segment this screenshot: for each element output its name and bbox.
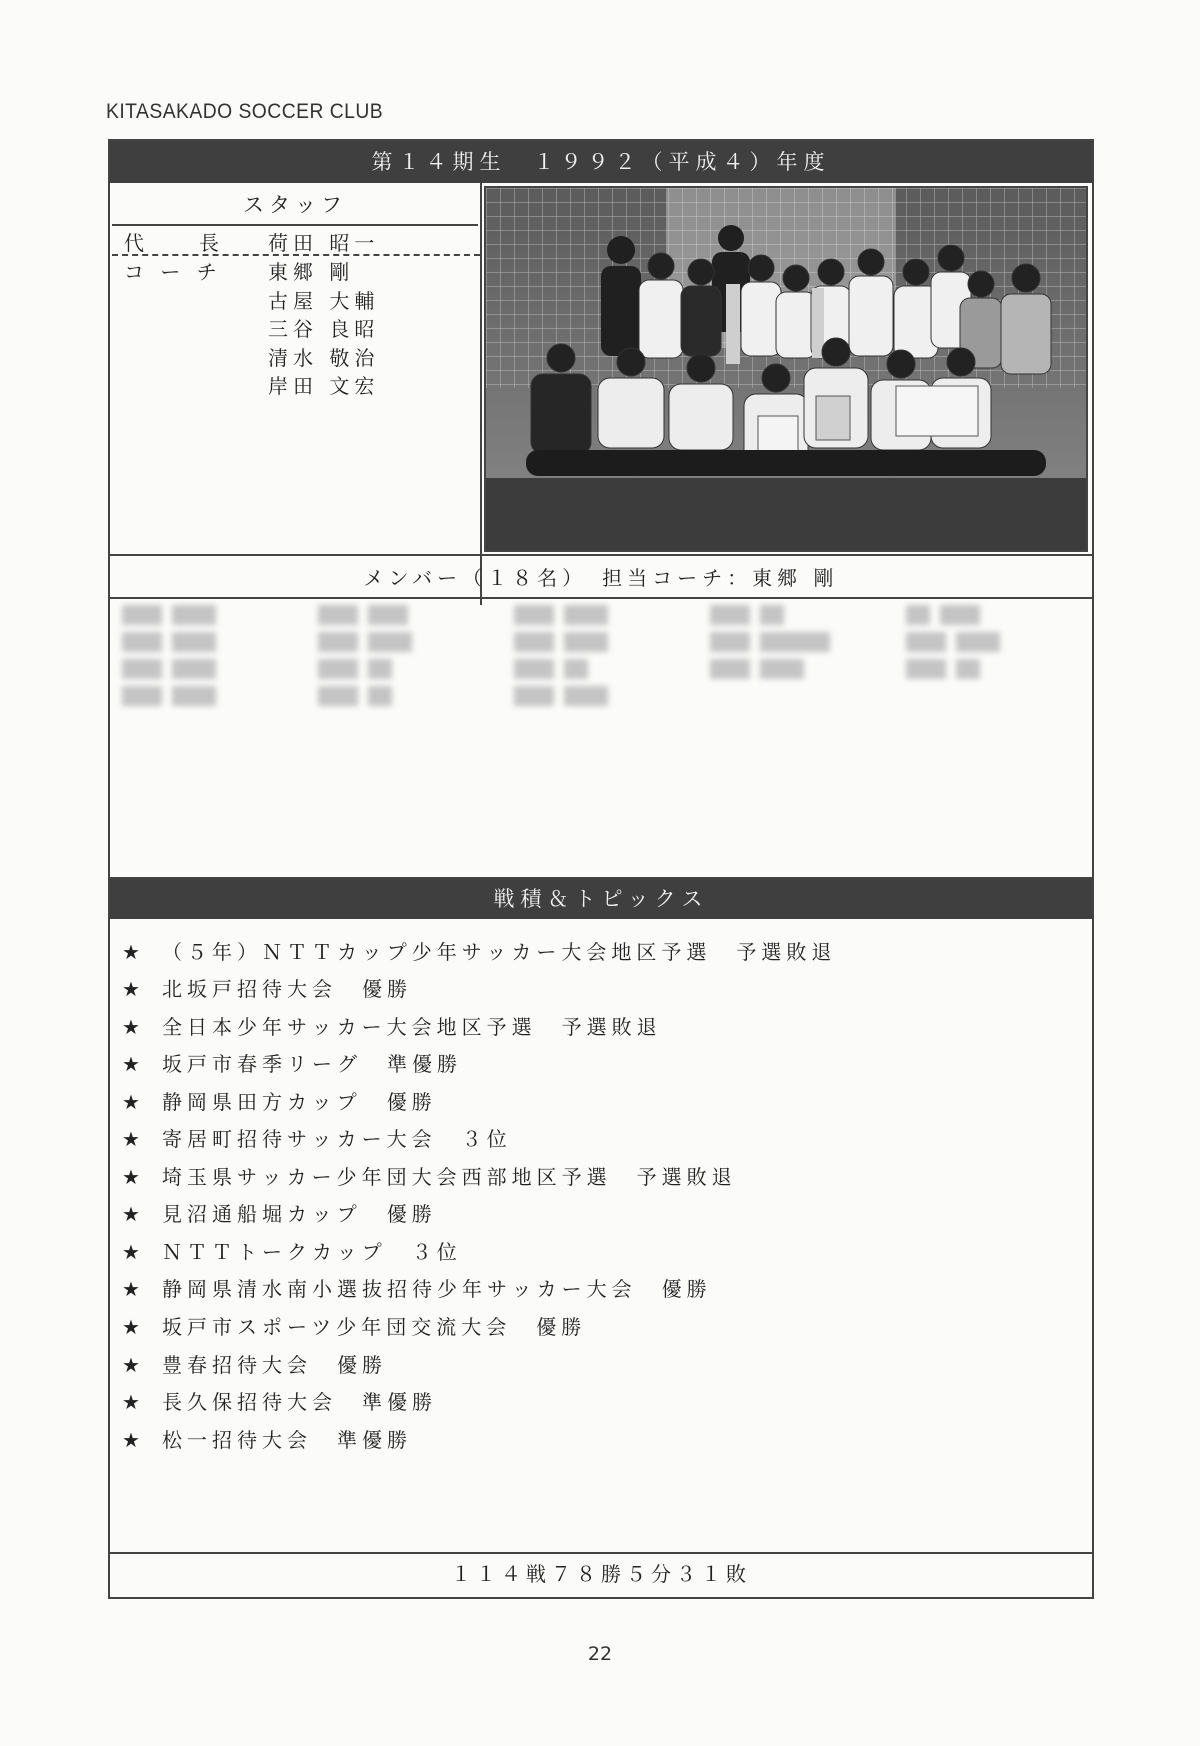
redacted-member-name [122, 659, 232, 679]
section-divider [110, 597, 1092, 599]
redacted-member-name [514, 605, 624, 625]
redacted-member-name [906, 632, 1016, 652]
redacted-member-name [514, 686, 624, 706]
star-icon: ★ [122, 1277, 145, 1301]
star-icon: ★ [122, 1390, 145, 1414]
topic-item [122, 1236, 462, 1265]
topic-item [122, 973, 412, 1002]
redacted-member-name [710, 605, 820, 625]
page-number: 22 [587, 1643, 613, 1665]
topic-text: 全日本少年サッカー大会地区予選 予選敗退 [162, 1015, 662, 1039]
topic-text: 埼玉県サッカー少年団大会西部地区予選 予選敗退 [162, 1165, 737, 1189]
staff-divider [480, 183, 482, 605]
topic-item [122, 1386, 437, 1415]
section-divider [110, 554, 1092, 556]
team-photo [484, 186, 1088, 552]
redacted-member-name [318, 632, 428, 652]
redacted-member-name [906, 659, 1016, 679]
redacted-member-name [122, 632, 232, 652]
staff-name: 三谷 良昭 [268, 317, 380, 341]
star-icon: ★ [122, 1240, 145, 1264]
topic-item [122, 1123, 512, 1152]
redacted-member-name [318, 605, 428, 625]
topic-item [122, 936, 836, 965]
star-icon: ★ [122, 977, 145, 1001]
topic-item [122, 1086, 437, 1115]
topics-heading: 戦積＆トピックス [110, 879, 1092, 919]
season-record-frame [108, 139, 1094, 1599]
topic-item [122, 1048, 462, 1077]
topic-item [122, 1198, 437, 1227]
topic-item [122, 1349, 387, 1378]
staff-role: コ ー チ [124, 260, 222, 284]
topic-text: 静岡県田方カップ 優勝 [162, 1090, 437, 1114]
star-icon: ★ [122, 1428, 145, 1452]
topic-text: 見沼通船堀カップ 優勝 [162, 1202, 437, 1226]
redacted-member-name [514, 659, 624, 679]
topic-item [122, 1161, 737, 1190]
topic-text: 坂戸市春季リーグ 準優勝 [162, 1052, 462, 1076]
topic-text: ＮＴＴトークカップ ３位 [162, 1240, 462, 1264]
topic-text: （５年）ＮＴＴカップ少年サッカー大会地区予選 予選敗退 [162, 940, 837, 964]
members-heading: メンバー（１８名） 担当コーチ：東郷 剛 [363, 566, 839, 590]
redacted-member-name [710, 659, 820, 679]
star-icon: ★ [122, 1090, 145, 1114]
staff-name: 清水 敬治 [268, 346, 380, 370]
star-icon: ★ [122, 1353, 145, 1377]
season-title: 第１４期生 １９９２（平成４）年度 [110, 141, 1092, 183]
star-icon: ★ [122, 940, 145, 964]
staff-name: 古屋 大輔 [268, 289, 380, 313]
topic-text: 寄居町招待サッカー大会 ３位 [162, 1127, 512, 1151]
team-photo-illustration [486, 188, 1086, 550]
redacted-member-name [906, 605, 1016, 625]
season-record-summary: １１４戦７８勝５分３１敗 [451, 1562, 751, 1586]
topic-text: 松一招待大会 準優勝 [162, 1428, 412, 1452]
star-icon: ★ [122, 1202, 145, 1226]
topic-item [122, 1273, 712, 1302]
topic-item [122, 1011, 662, 1040]
staff-heading: スタッフ [112, 186, 478, 226]
redacted-member-name [318, 686, 428, 706]
topic-text: 豊春招待大会 優勝 [162, 1353, 387, 1377]
club-name: KITASAKADO SOCCER CLUB [106, 100, 384, 123]
topic-text: 静岡県清水南小選抜招待少年サッカー大会 優勝 [162, 1277, 712, 1301]
redacted-member-name [514, 632, 624, 652]
topic-text: 坂戸市スポーツ少年団交流大会 優勝 [162, 1315, 587, 1339]
redacted-member-name [122, 605, 232, 625]
redacted-member-name [710, 632, 820, 652]
staff-name: 東郷 剛 [268, 260, 355, 284]
star-icon: ★ [122, 1015, 145, 1039]
staff-name: 荷田 昭一 [268, 231, 380, 255]
topic-item [122, 1311, 586, 1340]
staff-name: 岸田 文宏 [268, 374, 380, 398]
star-icon: ★ [122, 1315, 145, 1339]
topic-text: 北坂戸招待大会 優勝 [162, 977, 412, 1001]
star-icon: ★ [122, 1165, 145, 1189]
topic-item [122, 1424, 412, 1453]
staff-role: 代 長 [124, 231, 224, 255]
redacted-member-name [318, 659, 428, 679]
star-icon: ★ [122, 1052, 145, 1076]
star-icon: ★ [122, 1127, 145, 1151]
redacted-member-name [122, 686, 232, 706]
topic-text: 長久保招待大会 準優勝 [162, 1390, 437, 1414]
